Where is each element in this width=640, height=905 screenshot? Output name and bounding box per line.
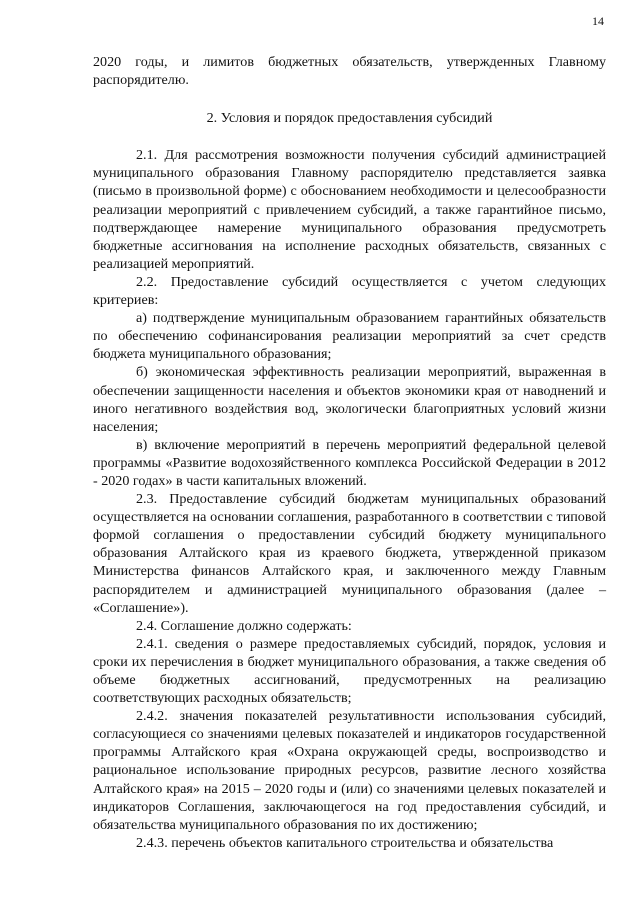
intro-paragraph: 2020 годы, и лимитов бюджетных обязательств, утвержденных Главному распорядителю. — [93, 54, 606, 89]
paragraph-2-4-1: 2.4.1. сведения о размере предоставляемых субсидий, порядок, условия и сроки их перечисления в бюджет муниципального образования, а также сведения об объеме бюджетных ассигнований, предусмотренных на реализацию соответствующих расходных обязательств; — [93, 635, 606, 707]
paragraph-2-3: 2.3. Предоставление субсидий бюджетам муниципальных образований осуществляется на основании соглашения, разработанного в соответствии с типовой формой соглашения о предоставлении субсидий бюджету муниципального образования Алтайского края из краевого бюджета, утвержденной приказом Министерства финансов Алтайского края, и заключенного между Главным распорядителем и администрацией муниципального образования (далее – «Соглашение»). — [93, 491, 606, 616]
paragraph-2-1: 2.1. Для рассмотрения возможности получения субсидий администрацией муниципального образования Главному распорядителю представляется заявка (письмо в произвольной форме) с обоснованием необходимости и целесообразности реализации мероприятий с привлечением субсидий, а также гарантийное письмо, подтверждающее намерение муниципального образования предусмотреть бюджетные ассигнования на исполнение расходных обязательств, связанных с реализацией мероприятий. — [93, 147, 606, 272]
paragraph-2-4: 2.4. Соглашение должно содержать: — [136, 617, 352, 634]
paragraph-2-4-3: 2.4.3. перечень объектов капитального строительства и обязательства — [136, 834, 554, 851]
paragraph-2-2: 2.2. Предоставление субсидий осуществляется с учетом следующих критериев: — [93, 273, 606, 309]
criterion-c: в) включение мероприятий в перечень мероприятий федеральной целевой программы «Развитие водохозяйственного комплекса Российской Федерации в 2012 - 2020 годах» в части капитальных вложений. — [93, 436, 606, 489]
document-body — [93, 53, 606, 852]
criterion-a: а) подтверждение муниципальным образованием гарантийных обязательств по обеспечению софинансирования реализации мероприятий за счет средств бюджета муниципального образования; — [93, 310, 606, 363]
criterion-b: б) экономическая эффективность реализации мероприятий, выраженная в обеспечении защищенности населения и объектов экономики края от наводнений и иного негативного воздействия вод, экологически благоприятных условий жизни населения; — [93, 364, 606, 435]
paragraph-2-4-2: 2.4.2. значения показателей результативности использования субсидий, согласующиеся со значениями целевых показателей и индикаторов государственной программы Алтайского края «Охрана окружающей среды, воспроизводство и рациональное использование природных ресурсов, развитие лесного хозяйства Алтайского края» на 2015 – 2020 годы и (или) со значениями целевых показателей и индикаторов Соглашения, заключающегося на год предоставления субсидий, и обязательства муниципального образования по их достижению; — [93, 708, 606, 833]
section-heading: 2. Условия и порядок предоставления субсидий — [206, 110, 493, 127]
page-number: 14 — [592, 14, 604, 28]
